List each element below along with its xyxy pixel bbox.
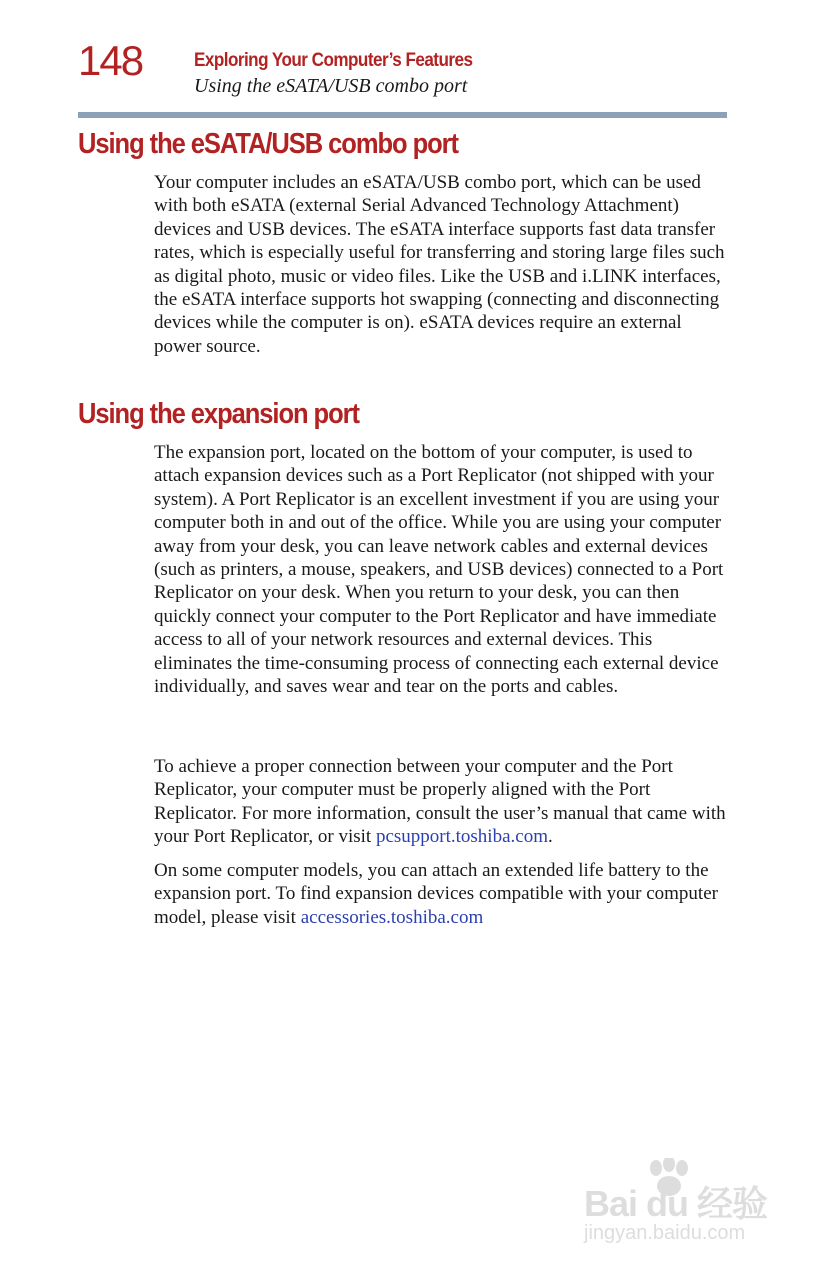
paragraph-expansion-1: The expansion port, located on the bottom of your computer, is used to attach expansion devices such as a Port Replicator (not shipped with your system). A Port Replicator is an excellent investment if you are using your computer both in and out of the office. While you are using your computer away from your desk, you can leave network cables and external devices (such as printers, a mouse, speakers, and USB devices) connected to a Port Replicator on your desk. When you return to your desk, you can then quickly connect your computer to the Port Replicator and have immediate access to all of your network resources and external devices. This eliminates the time-consuming process of connecting each external device individually, and saves wear and tear on the ports and cables. bbox=[154, 442, 724, 698]
paragraph-expansion-2-end: . bbox=[547, 826, 553, 848]
paragraph-esata: Your computer includes an eSATA/USB combo port, which can be used with both eSATA (external Serial Advanced Technology Attachment) devices and USB devices. The eSATA interface supports fast data transfer rates, which is especially useful for transferring and storing large files such as digital photo, music or video files. Like the USB and i.LINK interfaces, the eSATA interface supports hot swapping (connecting and disconnecting devices while the computer is on). eSATA devices require an external power source. bbox=[154, 172, 725, 357]
running-head bbox=[194, 49, 503, 99]
paragraph-expansion-2-text: To achieve a proper connection between your computer and the Port Replicator, your computer must be properly aligned with the Port Replicator. For more information, consult the user’s manual that came with your Port Replicator, or visit bbox=[154, 756, 726, 848]
baidu-watermark bbox=[584, 1158, 784, 1254]
accessories-link[interactable]: accessories.toshiba.com bbox=[300, 906, 484, 928]
chapter-title: Exploring Your Computer’s Features bbox=[194, 50, 473, 71]
watermark-brand: Bai du 经验 bbox=[584, 1183, 768, 1224]
paragraph-expansion-2 bbox=[154, 755, 729, 849]
pcsupport-link[interactable]: pcsupport.toshiba.com bbox=[375, 826, 548, 848]
paragraph-expansion-3-text: On some computer models, you can attach an extended life battery to the expansion port. To find expansion devices compatible with your computer model, please visit bbox=[154, 860, 718, 928]
heading-expansion-port: Using the expansion port bbox=[78, 398, 359, 430]
header-rule bbox=[78, 112, 727, 118]
heading-esata-usb: Using the eSATA/USB combo port bbox=[78, 128, 458, 160]
section-subtitle: Using the eSATA/USB combo port bbox=[194, 75, 468, 97]
watermark-url: jingyan.baidu.com bbox=[584, 1222, 746, 1244]
paragraph-expansion-3 bbox=[154, 859, 729, 929]
page-number: 148 bbox=[78, 37, 143, 84]
